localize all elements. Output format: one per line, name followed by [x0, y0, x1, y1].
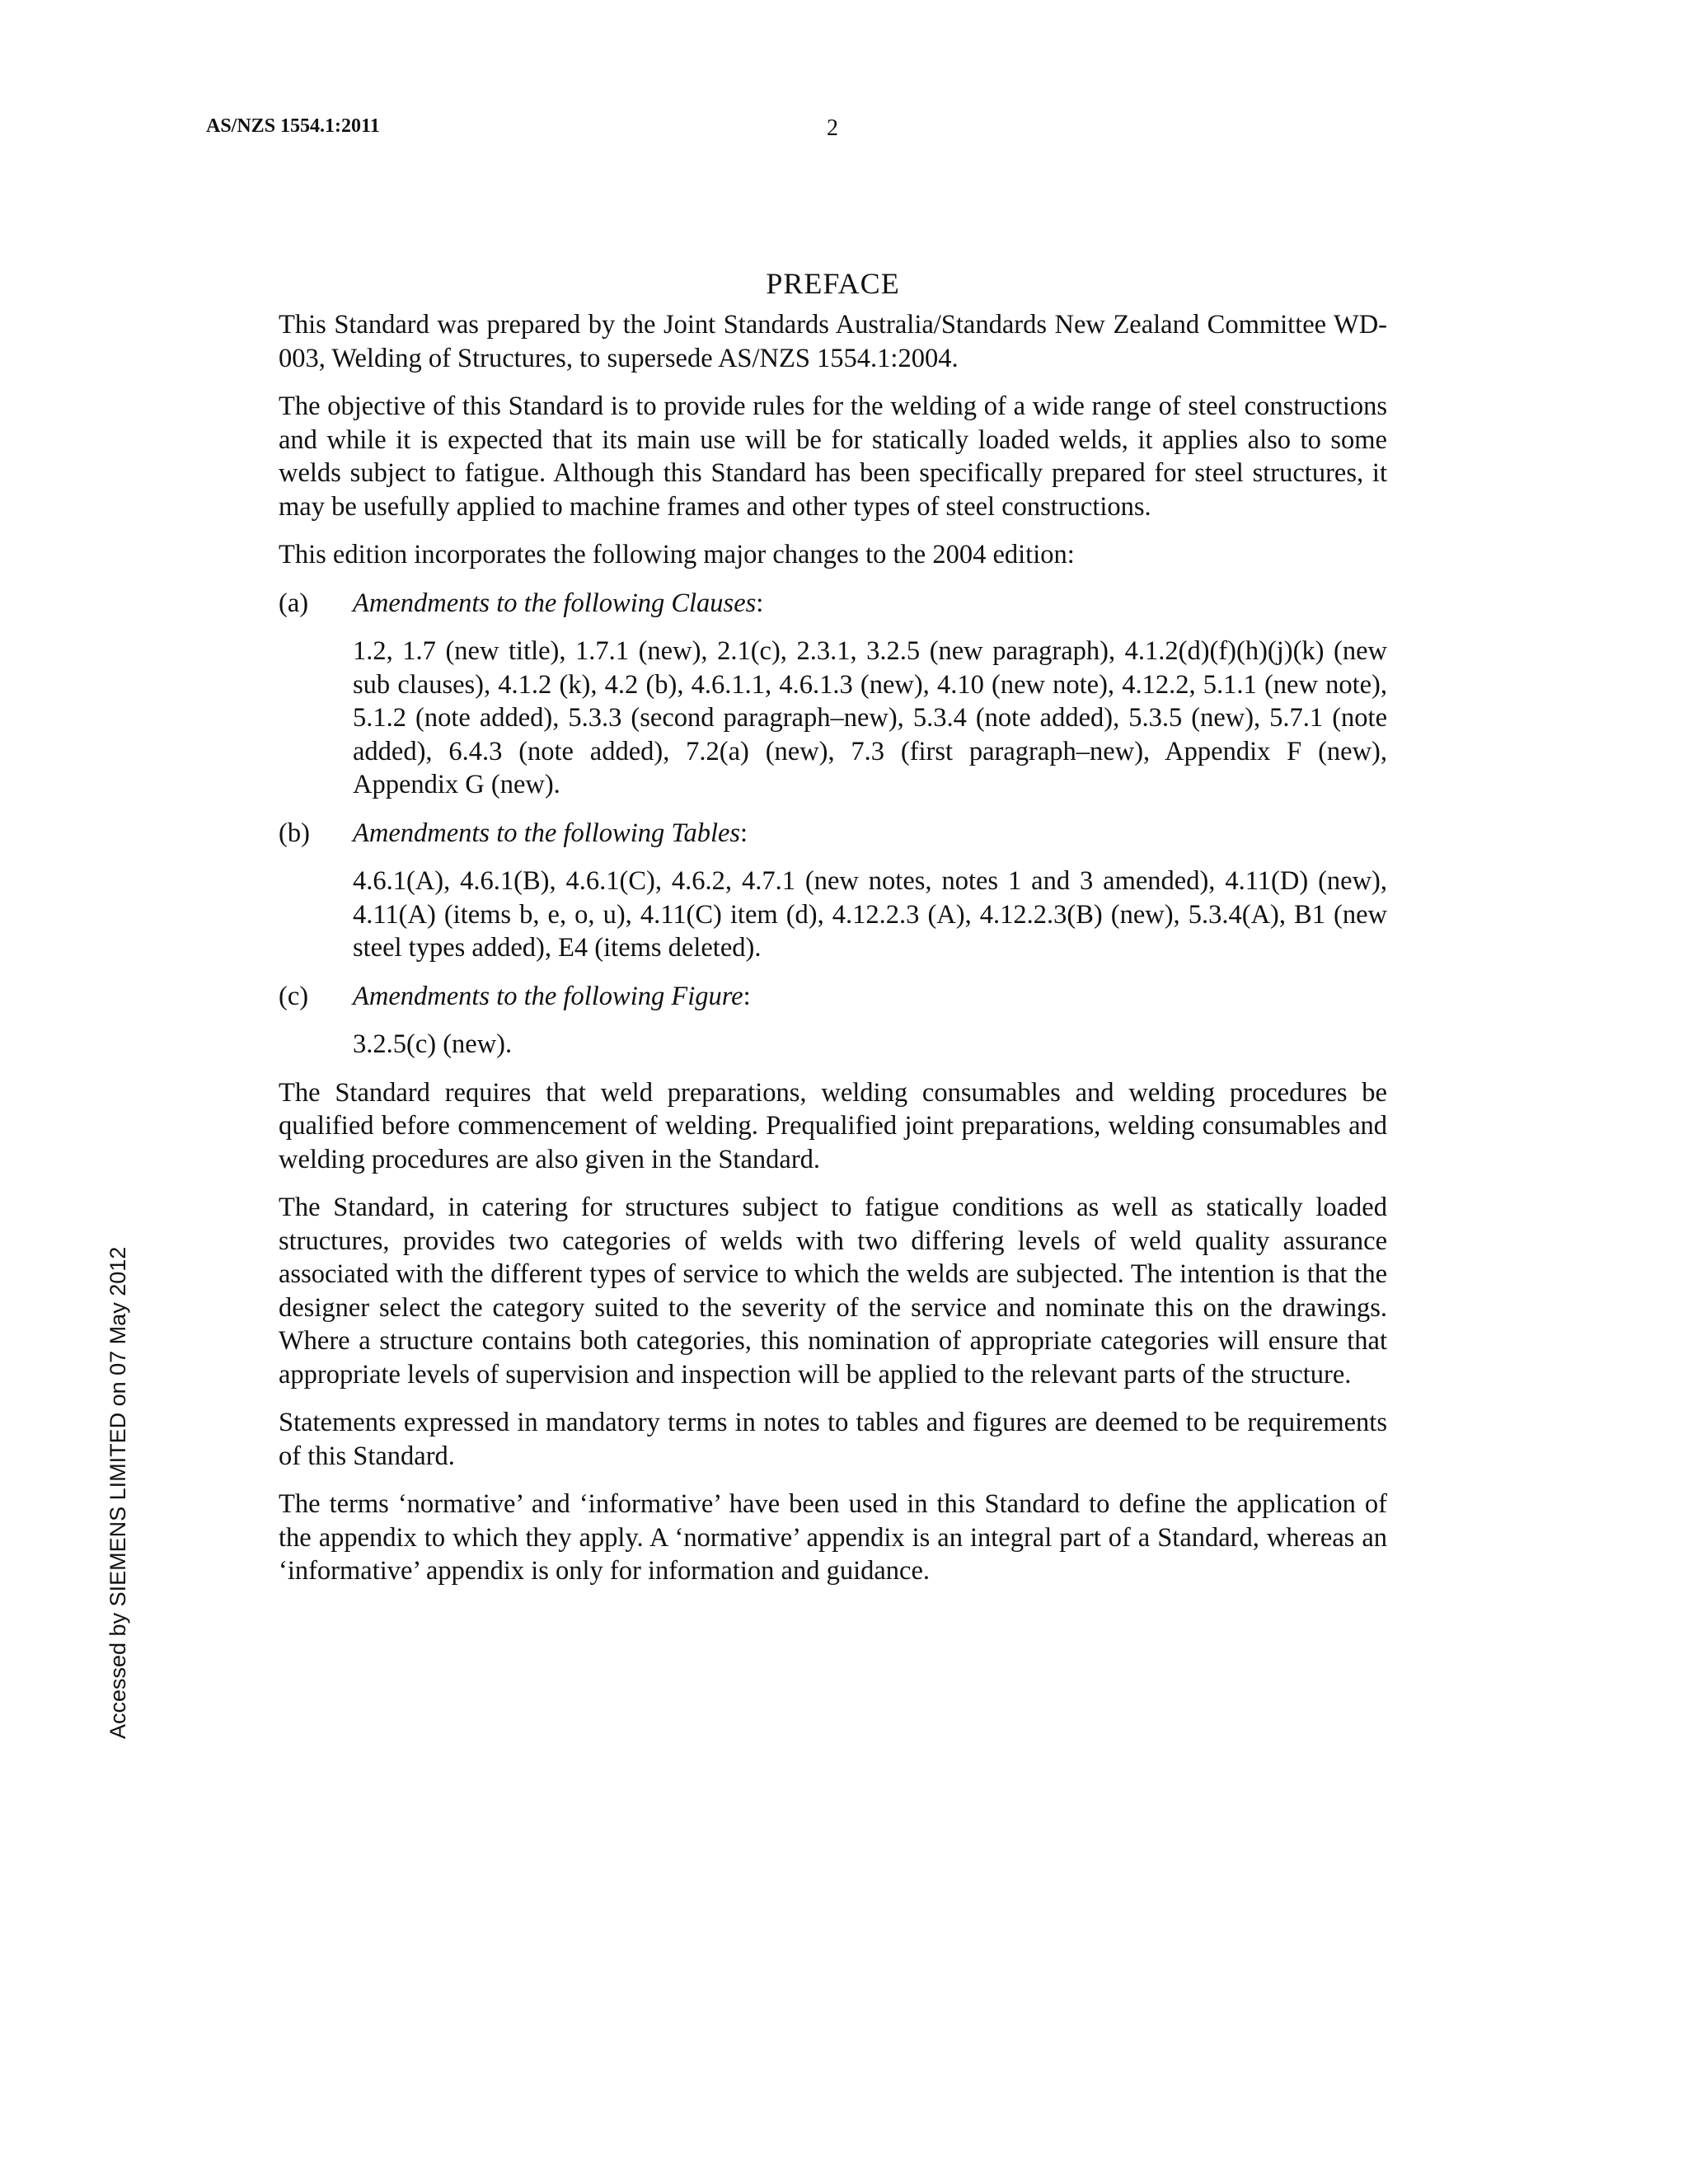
changes-list — [279, 587, 1387, 1062]
paragraph-weld-categories: The Standard, in catering for structures subject to fatigue conditions as well as statically loaded structures, provides two categories of welds with two differing levels of weld quality assurance associated with the different types of service to which the welds are subjected. The intention is that the designer select the category suited to the severity of the service and nominate this on the drawings. Where a structure contains both categories, this nomination of appropriate categories will ensure that appropriate levels of supervision and inspection will be applied to the relevant parts of the structure. — [279, 1193, 1387, 1390]
access-watermark: Accessed by SIEMENS LIMITED on 07 May 2012 — [106, 1246, 130, 1739]
list-item-label: (c) — [279, 981, 309, 1011]
list-item-colon: : — [740, 818, 748, 848]
list-item-tables — [279, 817, 1387, 851]
list-item-colon: : — [743, 981, 751, 1011]
paragraph-qualification: The Standard requires that weld preparations, welding consumables and welding procedures be qualified before commencement of welding. Prequalified joint preparations, welding consumables and welding procedures are also given in the Standard. — [279, 1077, 1387, 1174]
paragraph-changes-intro: This edition incorporates the following major changes to the 2004 edition: — [279, 540, 1075, 569]
list-item-heading: Amendments to the following Figure — [353, 981, 743, 1011]
list-item-colon: : — [756, 588, 764, 618]
list-item-heading: Amendments to the following Clauses — [353, 588, 757, 618]
list-item-label: (a) — [279, 588, 309, 618]
list-item-body: 3.2.5(c) (new). — [353, 1029, 513, 1059]
list-item-clauses — [279, 587, 1387, 621]
document-code: AS/NZS 1554.1:2011 — [206, 115, 380, 137]
list-item-body: 1.2, 1.7 (new title), 1.7.1 (new), 2.1(c), 2.3.1, 3.2.5 (new paragraph), 4.1.2(d)(f)(h)(j)(k) (new sub clauses), 4.1.2 (k), 4.2 (b), 4.6.1.1, 4.6.1.3 (new), 4.10 (new note), 4.12.2, 5.1.1 (new note), 5.1.2 (note added), 5.3.3 (second paragraph–new), 5.3.4 (note added), 5.3.5 (new), 5.7.1 (note added), 6.4.3 (note added), 7.2(a) (new), 7.3 (first paragraph–new), Appendix F (new), Appendix G (new). — [353, 636, 1387, 799]
page-number: 2 — [827, 115, 838, 141]
paragraph-mandatory-notes: Statements expressed in mandatory terms in notes to tables and figures are deemed to be requirements of this Standard. — [279, 1408, 1387, 1471]
list-item-figure — [279, 980, 1387, 1014]
list-item-label: (b) — [279, 818, 310, 848]
list-item-heading: Amendments to the following Tables — [353, 818, 741, 848]
list-item-body: 4.6.1(A), 4.6.1(B), 4.6.1(C), 4.6.2, 4.7.1 (new notes, notes 1 and 3 amended), 4.11(D) (new), 4.11(A) (items b, e, o, u), 4.11(C) item (d), 4.12.2.3 (A), 4.12.2.3(B) (new), 5.3.4(A), B1 (new steel types added), E4 (items deleted). — [353, 866, 1387, 963]
section-title: PREFACE — [766, 267, 900, 300]
paragraph-objective: The objective of this Standard is to provide rules for the welding of a wide range of steel constructions and while it is expected that its main use will be for statically loaded welds, it applies also to some welds subject to fatigue. Although this Standard has been specifically prepared for steel structures, it may be usefully applied to machine frames and other types of steel constructions. — [279, 391, 1387, 522]
preface-section — [279, 265, 1387, 1603]
paragraph-normative-informative: The terms ‘normative’ and ‘informative’ have been used in this Standard to define the application of the appendix to which they apply. A ‘normative’ appendix is an integral part of a Standard, whereas an ‘informative’ appendix is only for information and guidance. — [279, 1489, 1387, 1586]
paragraph-committee: This Standard was prepared by the Joint Standards Australia/Standards New Zealand Committee WD-003, Welding of Structures, to supersede AS/NZS 1554.1:2004. — [279, 310, 1387, 373]
